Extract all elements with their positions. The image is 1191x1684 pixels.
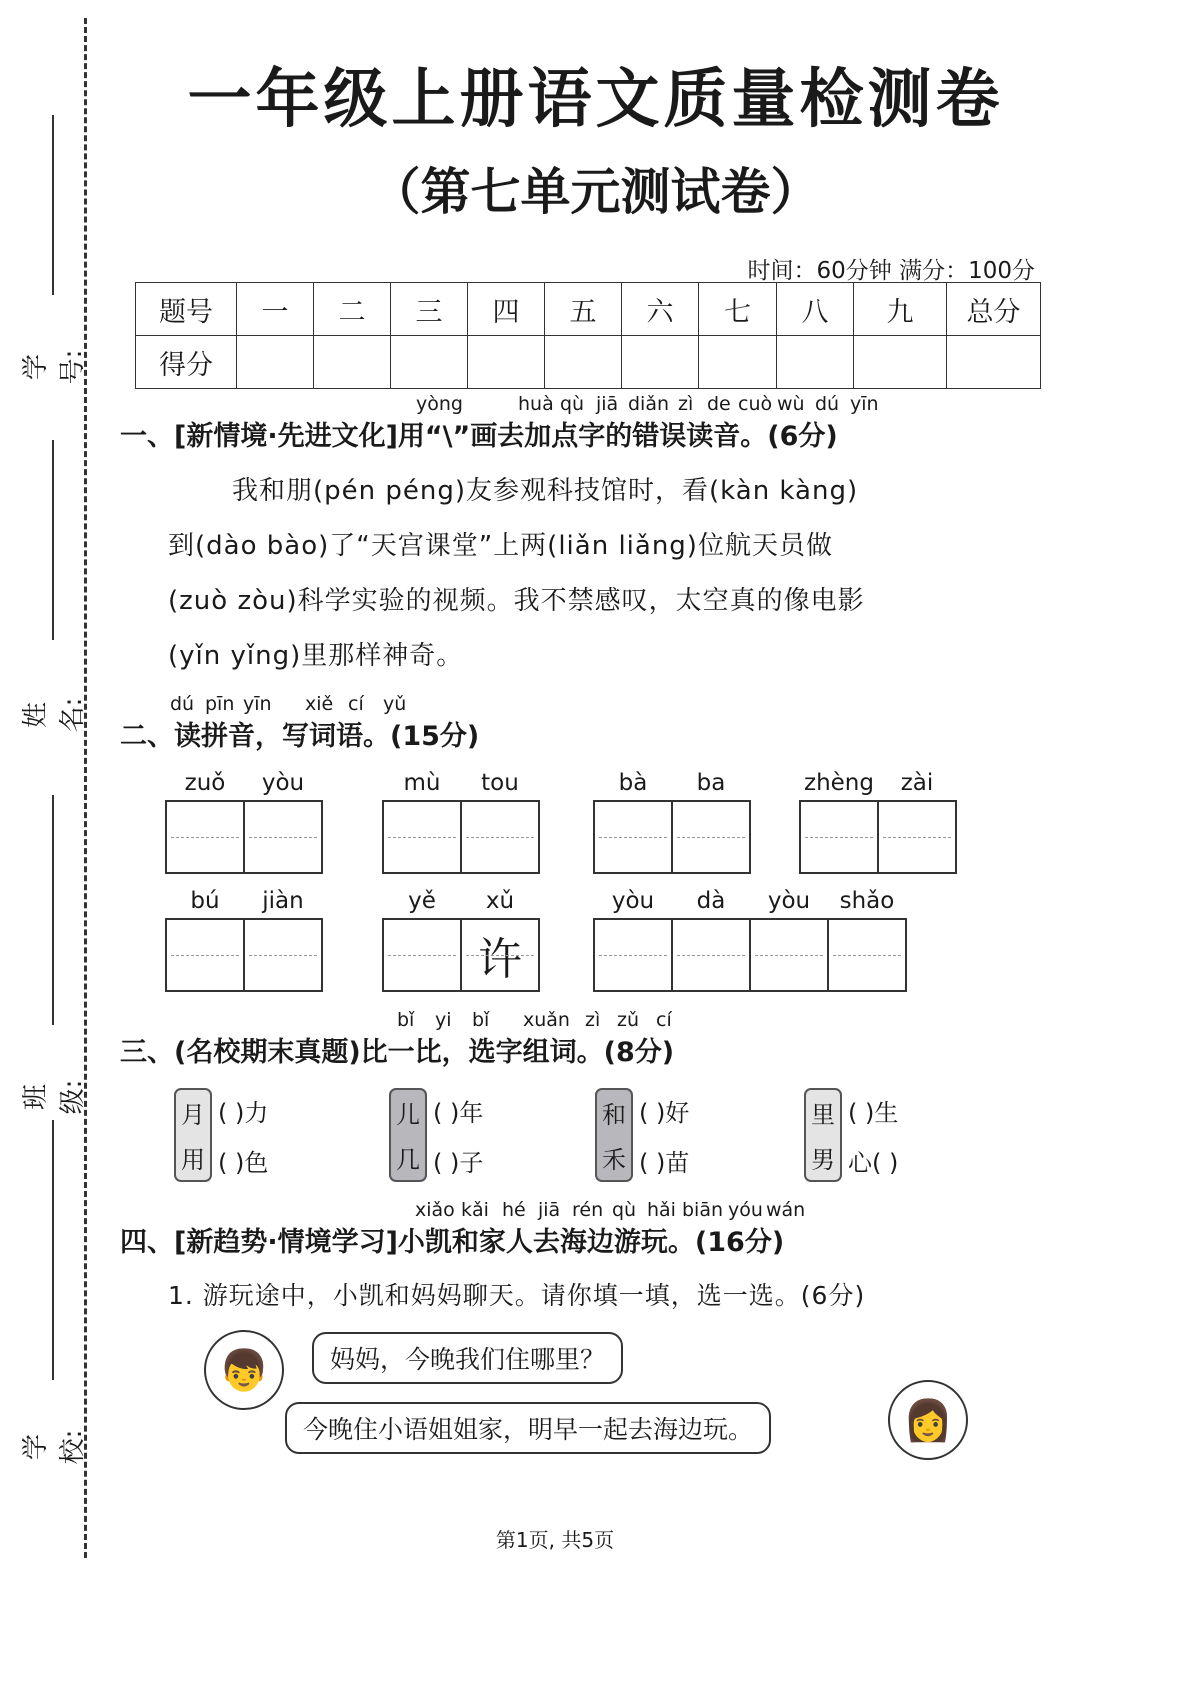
fill-blank[interactable]: ( )力 xyxy=(218,1098,269,1127)
word-pinyin: mù tou xyxy=(403,770,519,796)
speech-bubble-mom: 今晚住小语姐姐家，明早一起去海边玩。 xyxy=(285,1402,771,1454)
passage-line: 我和朋(pén péng)友参观科技馆时，看(kàn kàng) xyxy=(232,476,859,506)
char-pair: 里 男 xyxy=(804,1088,842,1182)
pinyin: zì xyxy=(585,1009,601,1031)
pinyin: qù xyxy=(612,1199,637,1221)
score-cell[interactable] xyxy=(391,336,468,389)
pinyin: yóu xyxy=(728,1199,763,1221)
score-header: 六 xyxy=(622,283,699,336)
pinyin: bǐ xyxy=(397,1009,415,1031)
pinyin: jiā xyxy=(596,393,619,415)
score-cell[interactable] xyxy=(314,336,391,389)
section-3-heading: 三、(名校期末真题)比一比，选字组词。(8分) xyxy=(120,1037,675,1068)
passage-line: (zuò zòu)科学实验的视频。我不禁感叹，太空真的像电影 xyxy=(168,586,865,616)
pinyin: yòng xyxy=(416,393,463,415)
time-info: 时间：60分钟 满分：100分 xyxy=(747,258,1035,284)
pinyin: yīn xyxy=(850,393,879,415)
char-pair-question xyxy=(174,1085,268,1185)
score-header: 四 xyxy=(468,283,545,336)
char-pair: 儿 几 xyxy=(389,1088,427,1182)
word-pinyin: yòu dà yòu shǎo xyxy=(611,888,895,914)
speech-bubble-boy: 妈妈，今晚我们住哪里？ xyxy=(312,1332,623,1384)
student-id-label: 学号: xyxy=(21,349,88,385)
section-1-heading: 一、[新情境·先进文化]用“\”画去加点字的错误读音。(6分) xyxy=(120,421,838,452)
fill-blank[interactable]: ( )生 xyxy=(848,1098,899,1127)
pinyin: dú xyxy=(815,393,840,415)
mother-avatar-icon: 👩 xyxy=(888,1380,968,1460)
page-title: 一年级上册语文质量检测卷 xyxy=(187,63,1004,137)
score-header: 七 xyxy=(699,283,777,336)
score-cell[interactable] xyxy=(854,336,947,389)
pinyin: pīn xyxy=(205,693,235,715)
pinyin: zǔ xyxy=(617,1009,640,1031)
school-label: 学校: xyxy=(21,1429,88,1465)
writing-grid[interactable] xyxy=(799,800,957,874)
pinyin: xiě xyxy=(305,693,334,715)
pinyin: cí xyxy=(656,1009,672,1031)
writing-grid[interactable] xyxy=(593,800,751,874)
writing-grid[interactable] xyxy=(382,800,540,874)
section-2-heading: 二、读拼音，写词语。(15分) xyxy=(120,721,480,752)
score-cell[interactable] xyxy=(777,336,854,389)
word-pinyin: bú jiàn xyxy=(190,888,304,914)
score-header-row xyxy=(136,283,1041,336)
char-pair-question xyxy=(804,1085,898,1185)
name-label: 姓名: xyxy=(21,697,88,733)
fill-blank[interactable]: ( )色 xyxy=(218,1148,269,1177)
passage-line: 到(dào bào)了“天宫课堂”上两(liǎn liǎng)位航天员做 xyxy=(168,531,833,561)
score-cell[interactable] xyxy=(699,336,777,389)
page-footer: 第1页, 共5页 xyxy=(495,1528,615,1552)
pinyin: qù xyxy=(560,393,585,415)
char-pair-question xyxy=(595,1085,689,1185)
pinyin: zì xyxy=(678,393,694,415)
score-cell[interactable] xyxy=(947,336,1041,389)
passage-line: (yǐn yǐng)里那样神奇。 xyxy=(168,641,464,671)
char-pair-question xyxy=(389,1085,483,1185)
pinyin: hǎi xyxy=(647,1199,676,1221)
name-underline xyxy=(52,440,54,640)
score-cell[interactable] xyxy=(622,336,699,389)
score-header: 总分 xyxy=(947,283,1041,336)
fill-blank[interactable]: ( )好 xyxy=(639,1098,690,1127)
pinyin: xuǎn xyxy=(523,1009,570,1031)
score-header: 三 xyxy=(391,283,468,336)
word-pinyin: zuǒ yòu xyxy=(184,770,305,796)
binding-dashed-line xyxy=(84,18,87,1558)
fill-blank[interactable]: ( )子 xyxy=(433,1148,484,1177)
pinyin: wán xyxy=(766,1199,806,1221)
score-row xyxy=(136,336,1041,389)
pinyin: yi xyxy=(435,1009,452,1031)
pinyin: hé xyxy=(502,1199,526,1221)
score-header: 一 xyxy=(237,283,314,336)
char-pair: 月 用 xyxy=(174,1088,212,1182)
fill-blank[interactable]: ( )年 xyxy=(433,1098,484,1127)
boy-avatar-icon: 👦 xyxy=(204,1330,284,1410)
word-pinyin: yě xǔ xyxy=(408,888,515,914)
pinyin: wù xyxy=(777,393,805,415)
writing-grid[interactable] xyxy=(593,918,907,992)
class-label: 班级: xyxy=(21,1079,88,1115)
class-underline xyxy=(52,795,54,1025)
pinyin: rén xyxy=(572,1199,604,1221)
score-header: 九 xyxy=(854,283,947,336)
score-header: 五 xyxy=(545,283,622,336)
score-row-label: 得分 xyxy=(136,336,237,389)
question-1: 1. 游玩途中，小凯和妈妈聊天。请你填一填，选一选。(6分) xyxy=(168,1281,866,1310)
pinyin: cuò xyxy=(738,393,773,415)
fill-blank[interactable]: 心( ) xyxy=(848,1148,899,1177)
pinyin: bǐ xyxy=(472,1009,490,1031)
score-table xyxy=(135,282,1041,389)
score-cell[interactable] xyxy=(468,336,545,389)
char-pair: 和 禾 xyxy=(595,1088,633,1182)
writing-grid[interactable] xyxy=(165,918,323,992)
score-header: 二 xyxy=(314,283,391,336)
pinyin: cí xyxy=(348,693,364,715)
pinyin: yǔ xyxy=(383,693,407,715)
pinyin: biān xyxy=(682,1199,724,1221)
pinyin: yīn xyxy=(243,693,272,715)
score-header: 题号 xyxy=(136,283,237,336)
word-pinyin: zhèng zài xyxy=(804,770,934,796)
fill-blank[interactable]: ( )苗 xyxy=(639,1148,690,1177)
pinyin: dú xyxy=(170,693,195,715)
pinyin: xiǎo xyxy=(415,1199,455,1221)
pinyin: diǎn xyxy=(628,393,670,415)
pinyin: de xyxy=(707,393,731,415)
section-4-heading: 四、[新趋势·情境学习]小凯和家人去海边游玩。(16分) xyxy=(120,1227,785,1258)
score-header: 八 xyxy=(777,283,854,336)
writing-grid[interactable]: 许 xyxy=(382,918,540,992)
word-pinyin: bà ba xyxy=(618,770,726,796)
pinyin: huà xyxy=(518,393,554,415)
writing-grid[interactable] xyxy=(165,800,323,874)
pinyin: kǎi xyxy=(461,1199,489,1221)
score-cell[interactable] xyxy=(237,336,314,389)
score-cell[interactable] xyxy=(545,336,622,389)
school-underline xyxy=(52,1120,54,1380)
pinyin: jiā xyxy=(538,1199,561,1221)
page-subtitle: （第七单元测试卷） xyxy=(370,163,821,221)
